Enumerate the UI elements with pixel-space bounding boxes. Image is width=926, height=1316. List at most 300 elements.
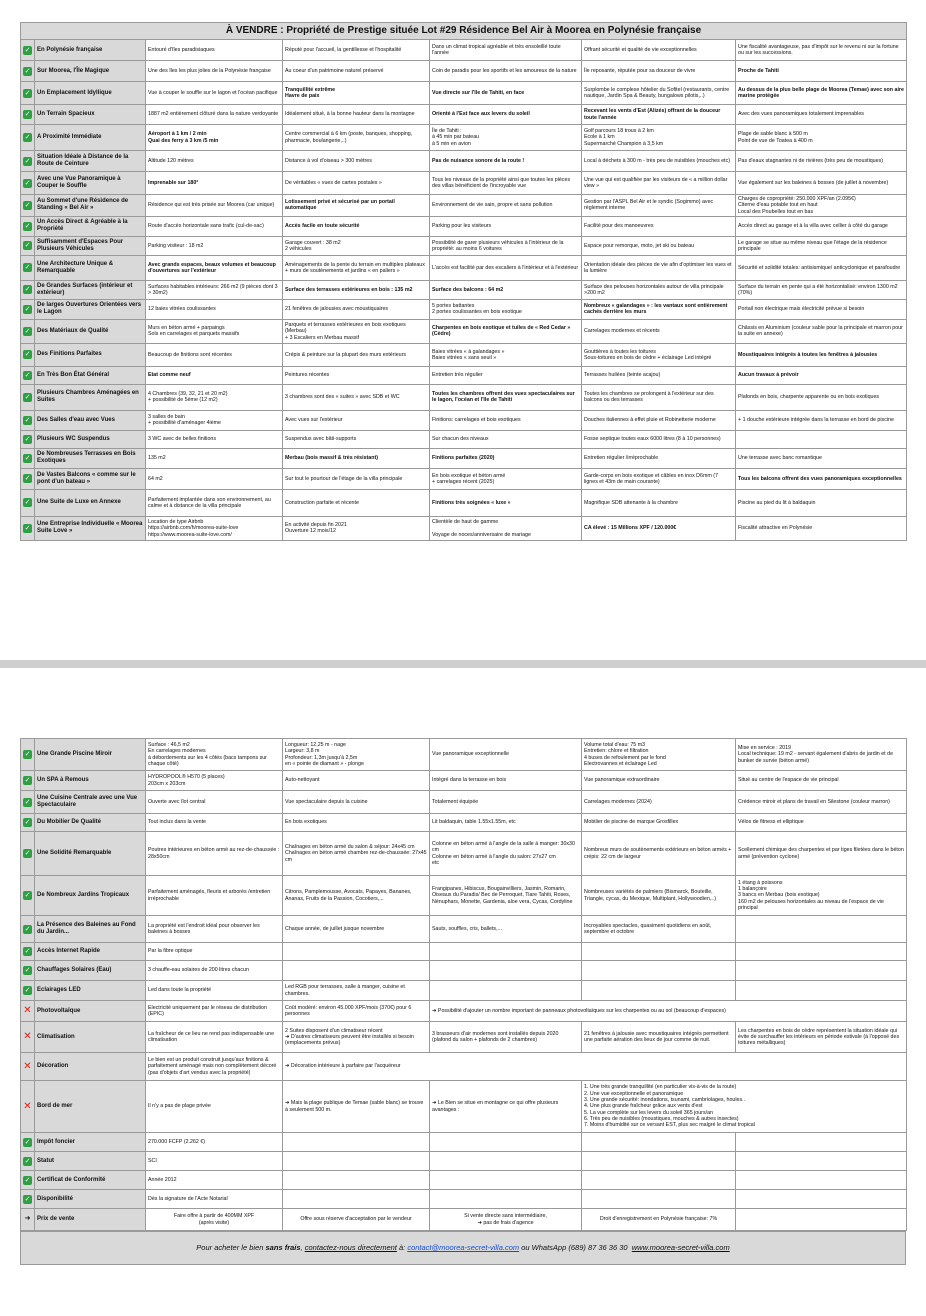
row-cell: 135 m2 — [146, 448, 283, 468]
row-cell: Au coeur d'un patrimoine naturel préservé — [283, 61, 430, 82]
status-cell — [21, 489, 35, 516]
table-row — [21, 1053, 907, 1081]
row-cell: 270.000 FCFP (2.262 €) — [146, 1133, 283, 1152]
check-icon: ✓ — [24, 416, 31, 424]
row-cell: Surfaces habitables intérieurs: 266 m2 (9 pièces dont 3 > 30m2) — [146, 280, 283, 299]
status-cell — [21, 1081, 35, 1133]
row-cell: Lit baldaquin, table 1.55x1.55m, etc — [430, 814, 582, 832]
status-cell — [21, 299, 35, 319]
table-row — [21, 1190, 907, 1209]
check-icon: ✓ — [24, 351, 31, 359]
row-cell: Fiscalité attractive en Polynésie — [736, 516, 907, 540]
row-cell: Chaînages en béton armé du salon & séjour: 24x45 cm Chaînages en béton armé chambre rez-de-chaussée: 27x45 cm — [283, 832, 430, 876]
row-cell — [283, 1190, 430, 1209]
row-cell: Route d'accès horizontale sans trafic (cul-de-sac) — [146, 216, 283, 236]
row-cell: Golf parcours 18 trous à 2 km Ecole à 1 km Supermarché Champion à 3,5 km — [582, 125, 736, 151]
row-cell: Carrelages modernes et récents — [582, 319, 736, 343]
row-label: Prix de vente — [35, 1209, 146, 1231]
row-cell: Aménagements de la pente du terrain en multiples plateaux + murs de soutènements et jardins « en paliers » — [283, 255, 430, 280]
row-cell: Portail non électrique mais électricité prévue si besoin — [736, 299, 907, 319]
row-cell: Une des îles les plus jolies de la Polynésie française — [146, 61, 283, 82]
table-row — [21, 771, 907, 791]
table-row — [21, 516, 907, 540]
row-cell: Gouttières à toutes les toitures Sous-toitures en bois de cèdre + éclairage Led intégré — [582, 343, 736, 366]
check-icon: ✓ — [24, 475, 31, 483]
status-cell — [21, 916, 35, 943]
table-row — [21, 1171, 907, 1190]
row-cell: 3 chauffe-eau solaires de 200 litres chacun — [146, 961, 283, 981]
row-cell — [736, 916, 907, 943]
row-cell: Une terrasse avec banc romantique — [736, 448, 907, 468]
table-row — [21, 489, 907, 516]
row-cell: Parfaitement implantée dans son environnement, au calme et à distance de la villa principale — [146, 489, 283, 516]
table-row — [21, 814, 907, 832]
row-cell: Led dans toute la propriété — [146, 981, 283, 1001]
row-cell: SCI — [146, 1152, 283, 1171]
row-cell: Surface du terrain en pente qui a été horizontalisé: environ 1300 m2 (70%) — [736, 280, 907, 299]
row-cell — [430, 943, 582, 961]
whatsapp-text: ou WhatsApp (689) 87 36 36 30 — [521, 1242, 628, 1252]
row-cell: 64 m2 — [146, 468, 283, 489]
check-icon: ✓ — [24, 393, 31, 401]
row-cell: Offre sous réserve d'acceptation par le vendeur — [283, 1209, 430, 1231]
status-cell — [21, 82, 35, 105]
table-row — [21, 151, 907, 172]
row-label: Disponibilité — [35, 1190, 146, 1209]
row-cell: Une fiscalité avantageuse, pas d'impôt sur le revenu ni sur la fortune ou sur les successions. — [736, 40, 907, 61]
row-cell: Finitions très soignées « luxe » — [430, 489, 582, 516]
row-cell: Frangipanes, Hibiscus, Bougainvilliers, Jasmin, Romarin, Oiseaux du Paradis/ Bec de Perroquet, Tiare Tahiti, Roses, Nénuphars, Monette, Gardenia, aloe vera, Cycas, Cordyline — [430, 876, 582, 916]
row-cell: Sur tout le pourtour de l'étage de la villa principale — [283, 468, 430, 489]
row-cell: Sécurité et solidité totales: antisismique/ anticyclonique et parafoudre — [736, 255, 907, 280]
row-cell: Imprenable sur 180° — [146, 172, 283, 195]
row-cell: Vélos de fitness et elliptique — [736, 814, 907, 832]
check-icon: ✓ — [24, 1138, 31, 1146]
row-cell: Vue directe sur l'île de Tahiti, en face — [430, 82, 582, 105]
row-cell: Année 2012 — [146, 1171, 283, 1190]
row-cell: Le garage se situe au même niveau que l'étage de la résidence principale — [736, 236, 907, 255]
row-label: Des Finitions Parfaites — [35, 343, 146, 366]
row-cell: Coin de paradis pour les sportifs et les amoureux de la nature — [430, 61, 582, 82]
status-cell — [21, 216, 35, 236]
row-cell: Crépis & peinture sur la plupart des murs extérieurs — [283, 343, 430, 366]
check-icon: ✓ — [24, 286, 31, 294]
row-cell — [736, 1209, 907, 1231]
row-cell: Gestion par l'ASPL Bel Air et le syndic (Sogimmo) avec règlement interne — [582, 195, 736, 217]
row-cell: HYDROPOOL® H570 (5 places) 203cm x 203cm — [146, 771, 283, 791]
table-row — [21, 105, 907, 125]
row-cell: Le bien est un produit construit jusqu'aux finitions & parfaitement aménagé mais non complètement décoré (pas d'objets d'art vendus avec la propriété) — [146, 1053, 283, 1081]
row-cell: Murs en béton armé + parpaings Sols en carrelages et parquets massifs — [146, 319, 283, 343]
page-separator — [0, 660, 926, 668]
status-cell — [21, 1022, 35, 1053]
row-cell: Vue à couper le souffle sur le lagon et l'océan pacifique — [146, 82, 283, 105]
row-cell: Il n'y a pas de plage privée — [146, 1081, 283, 1133]
row-cell: Dès la signature de l'Acte Notarial — [146, 1190, 283, 1209]
row-cell — [430, 1133, 582, 1152]
row-label: Impôt foncier — [35, 1133, 146, 1152]
row-cell — [736, 943, 907, 961]
row-label: Eclairages LED — [35, 981, 146, 1001]
check-icon: ✓ — [24, 798, 31, 806]
row-label: Une Grande Piscine Miroir — [35, 739, 146, 771]
row-cell: Facilité pour des manoeuvres — [582, 216, 736, 236]
row-cell: Garde-corps en bois exotique et câbles en inox D6mm (7 lignes et 43m de main courante) — [582, 468, 736, 489]
cross-icon: ✕ — [23, 1100, 32, 1112]
table-row — [21, 82, 907, 105]
table-row — [21, 943, 907, 961]
row-cell: En activité depuis fin 2021 Ouverture 12 mois/12 — [283, 516, 430, 540]
status-cell — [21, 791, 35, 814]
status-cell — [21, 814, 35, 832]
row-label: Décoration — [35, 1053, 146, 1081]
row-cell: Proche de Tahiti — [736, 61, 907, 82]
row-cell: Accès facile en toute sécurité — [283, 216, 430, 236]
check-icon: ✓ — [24, 264, 31, 272]
row-cell: 2 Suites disposent d'un climatiseur récent ➜ D'autres climatiseurs peuvent être installés si besoin (emplacements prévus) — [283, 1022, 430, 1053]
row-cell: Finitions parfaites (2020) — [430, 448, 582, 468]
row-cell: Merbau (bois massif & très résistant) — [283, 448, 430, 468]
row-cell: Totalement équipée — [430, 791, 582, 814]
row-cell: Ouverte avec îlot central — [146, 791, 283, 814]
row-cell: Suspendus avec bâti-supports — [283, 430, 430, 448]
check-icon: ✓ — [24, 1157, 31, 1165]
status-cell — [21, 1152, 35, 1171]
row-cell: Possibilité de garer plusieurs véhicules à l'intérieur de la propriété: au moins 6 voitures — [430, 236, 582, 255]
features-table-2 — [20, 738, 907, 1231]
row-cell: 4 Chambres (39, 32, 21 et 20 m2) + possibilité de 5ème (12 m2) — [146, 384, 283, 410]
row-cell: Au dessus de la plus belle plage de Moorea (Temae) avec son aire marine protégée — [736, 82, 907, 105]
row-cell — [283, 1133, 430, 1152]
row-cell — [582, 1152, 736, 1171]
row-cell: Résidence qui est très prisée sur Moorea (car unique) — [146, 195, 283, 217]
row-label: De Grandes Surfaces (intérieur et extérieur) — [35, 280, 146, 299]
row-cell: 12 baies vitrées coulissantes — [146, 299, 283, 319]
row-cell: Nombreuses variétés de palmiers (Bismarck, Bouteille, Triangle, cycas, du Mexique, Multiplant, Hollywoodien,..) — [582, 876, 736, 916]
row-cell: 5 portes battantes 2 portes coulissantes en bois exotique — [430, 299, 582, 319]
row-cell: Les charpentes en bois de cèdre représentent la situation idéale qui évite de surchauffer les intérieurs en période estivale (à l'opposé des toitures métalliques) — [736, 1022, 907, 1053]
row-label: Des Salles d'eau avec Vues — [35, 410, 146, 430]
page-title: À VENDRE : Propriété de Prestige située Lot #29 Résidence Bel Air à Moorea en Polynésie française — [21, 23, 907, 40]
row-cell: Vue panoramique extraordinaire — [582, 771, 736, 791]
row-cell: Mobilier de piscine de marque Grosfillex — [582, 814, 736, 832]
row-cell: Distance à vol d'oiseau > 300 mètres — [283, 151, 430, 172]
footer-colon: à: — [398, 1242, 406, 1252]
row-label: A Proximité Immédiate — [35, 125, 146, 151]
check-icon: ✓ — [24, 454, 31, 462]
table-row — [21, 61, 907, 82]
status-cell — [21, 1171, 35, 1190]
row-cell: 21 fenêtres à jalousie avec moustiquaires intégrés permettent une parfaite aération des lieux de jour comme de nuit. — [582, 1022, 736, 1053]
row-cell: 3 chambres sont des « suites » avec SDB et WC — [283, 384, 430, 410]
status-cell — [21, 943, 35, 961]
status-cell — [21, 739, 35, 771]
row-cell — [736, 961, 907, 981]
row-label: Une Entreprise Individuelle « Moorea Suite Love » — [35, 516, 146, 540]
row-cell: Coût modéré: environ 45.000 XPF/mois (370€) pour 6 personnes — [283, 1001, 430, 1022]
row-cell: Châssis en Aluminium (couleur sable pour la principale et marron pour la suite en annexe) — [736, 319, 907, 343]
row-cell: 21 fenêtres de jalousies avec moustiquaires — [283, 299, 430, 319]
row-cell — [736, 981, 907, 1001]
row-cell: 3 salles de bain + possibilité d'aménager 4ième — [146, 410, 283, 430]
row-cell: Par la fibre optique — [146, 943, 283, 961]
row-label: De Nombreux Jardins Tropicaux — [35, 876, 146, 916]
row-cell: Douches italiennes à effet pluie et Robinetterie moderne — [582, 410, 736, 430]
row-label: Climatisation — [35, 1022, 146, 1053]
status-cell — [21, 195, 35, 217]
check-icon: ✓ — [24, 46, 31, 54]
features-table-1 — [20, 22, 907, 541]
row-cell: Entretien régulier /irréprochable — [582, 448, 736, 468]
cross-icon: ✕ — [23, 1060, 32, 1072]
row-label: Avec une Vue Panoramique à Couper le Souffle — [35, 172, 146, 195]
row-cell: Espace pour remorque, moto, jet ski ou bateau — [582, 236, 736, 255]
row-cell: Faire offre à partir de 400MM XPF (après visite) — [146, 1209, 283, 1231]
status-cell — [21, 172, 35, 195]
table-row — [21, 430, 907, 448]
row-cell: Auto-nettoyant — [283, 771, 430, 791]
row-cell: 1. Une très grande tranquillité (en particulier vis-à-vis de la route) 2. Une vue exceptionnelle et panoramique 3. Une grande sécurité: inondations, tsunami, cambriolages, houles.. 4. Une plus grande fraîcheur grâce aux vents d'est 5. La vue complète sur les levers du soleil 365 jours/an 6. Très peu de nuisibles (moustiques, mouches & autres insectes) 7. Moins d'humidité sur ce versant EST, plus sec malgré le climat tropical — [582, 1081, 907, 1133]
check-icon: ✓ — [24, 242, 31, 250]
status-cell — [21, 366, 35, 384]
row-cell: Réputé pour l'accueil, la gentillesse et l'hospitalité — [283, 40, 430, 61]
table-row — [21, 125, 907, 151]
row-cell: Surface : 46,5 m2 En carrelages modernes à débordements sur les 4 côtés (bacs tampons sur chaque côté) — [146, 739, 283, 771]
status-cell — [21, 981, 35, 1001]
row-cell: Orienté à l'Est face aux levers du soleil — [430, 105, 582, 125]
table-row — [21, 832, 907, 876]
row-cell — [283, 1152, 430, 1171]
row-cell: Parking visiteur : 18 m2 — [146, 236, 283, 255]
row-cell — [430, 981, 582, 1001]
row-cell: En bois exotiques — [283, 814, 430, 832]
row-label: Certificat de Conformité — [35, 1171, 146, 1190]
row-cell: Situé au centre de l'espace de vie principal — [736, 771, 907, 791]
status-cell — [21, 343, 35, 366]
row-cell: Poutres intérieures en béton armé au rez-de-chaussée : 28x50cm — [146, 832, 283, 876]
row-cell — [430, 1190, 582, 1209]
row-cell: 1887 m2 entièrement clôturé dans la nature verdoyante — [146, 105, 283, 125]
row-cell: Une vue qui est qualifiée par les visiteurs de « a million dollar view » — [582, 172, 736, 195]
row-cell: Mise en service : 2019 Local technique: 19 m2 - servant également d'abris de jardin et de bunker de survie (béton armé) — [736, 739, 907, 771]
row-cell: Scellement chimique des charpentes et par tiges filetées dans le béton armé (prévention cyclone) — [736, 832, 907, 876]
check-icon: ✓ — [24, 134, 31, 141]
row-cell: Led RGB pour terrasses, salle à manger, cuisine et chambres. — [283, 981, 430, 1001]
row-cell: Nombreux « galandages » : les vantaux sont entièrement cachés derrière les murs — [582, 299, 736, 319]
row-cell: Moustiquaires intégrés à toutes les fenêtres à jalousies — [736, 343, 907, 366]
row-cell: Centre commercial à 6 km (poste, banques, shopping, pharmacie, boulangerie,..) — [283, 125, 430, 151]
row-label: Photovoltaïque — [35, 1001, 146, 1022]
row-label: Une Solidité Remarquable — [35, 832, 146, 876]
row-cell: Île reposante, réputée pour sa douceur de vivre — [582, 61, 736, 82]
row-label: La Présence des Baleines au Fond du Jardin... — [35, 916, 146, 943]
row-cell: ➜ Mais la plage publique de Temae (sable blanc) se trouve à seulement 500 m. — [283, 1081, 430, 1133]
check-icon: ✓ — [24, 1176, 31, 1184]
row-label: En Très Bon État Général — [35, 366, 146, 384]
row-cell: Si vente directe sans intermédiaire, ➜ pas de frais d'agence — [430, 1209, 582, 1231]
check-icon: ✓ — [24, 751, 31, 758]
row-label: Accès Internet Rapide — [35, 943, 146, 961]
row-label: De Vastes Balcons « comme sur le pont d'un bateau » — [35, 468, 146, 489]
check-icon: ✓ — [24, 777, 31, 784]
website-link[interactable]: www.moorea-secret-villa.com — [631, 1242, 730, 1252]
table-row — [21, 1022, 907, 1053]
check-icon: ✓ — [24, 967, 31, 974]
row-cell: Construction parfaite et récente — [283, 489, 430, 516]
row-cell: Lotissement privé et sécurisé par un portail automatique — [283, 195, 430, 217]
row-cell: Tout inclus dans la vente — [146, 814, 283, 832]
status-cell — [21, 1190, 35, 1209]
footer-comma: , — [300, 1242, 303, 1252]
check-icon: ✓ — [24, 371, 31, 379]
row-label: Au Sommet d'une Résidence de Standing « Bel Air » — [35, 195, 146, 217]
status-cell — [21, 832, 35, 876]
status-cell — [21, 876, 35, 916]
row-cell: Toutes les chambres offrent des vues spectaculaires sur le lagon, l'océan et l'île de Tahiti — [430, 384, 582, 410]
status-cell — [21, 771, 35, 791]
row-cell: Garage couvert : 38 m2 2 véhicules — [283, 236, 430, 255]
table-row — [21, 876, 907, 916]
row-cell: Charpentes en bois exotique et tuiles de « Red Cedar » (Cèdre) — [430, 319, 582, 343]
row-cell — [582, 981, 736, 1001]
status-cell — [21, 1209, 35, 1231]
row-cell: Île de Tahiti : à 45 min par bateau à 5 min en avion — [430, 125, 582, 151]
row-label: Sur Moorea, l'Île Magique — [35, 61, 146, 82]
row-label: Un Accès Direct & Agréable à la Propriété — [35, 216, 146, 236]
status-cell — [21, 1053, 35, 1081]
check-icon: ✓ — [24, 850, 31, 857]
row-label: Plusieurs WC Suspendus — [35, 430, 146, 448]
row-cell: En bois exotique et béton armé + carrelages récent (2025) — [430, 468, 582, 489]
row-cell: Droit d'enregistrement en Polynésie française: 7% — [582, 1209, 736, 1231]
row-cell: Surface des balcons : 64 m2 — [430, 280, 582, 299]
row-cell: Electricité uniquement par le réseau de distribution (EPIC) — [146, 1001, 283, 1022]
row-cell: Beaucoup de finitions sont récentes — [146, 343, 283, 366]
row-label: De Nombreuses Terrasses en Bois Exotiques — [35, 448, 146, 468]
row-label: Un Terrain Spacieux — [35, 105, 146, 125]
row-cell: Vue panoramique exceptionnelle — [430, 739, 582, 771]
row-cell — [283, 1171, 430, 1190]
table-row — [21, 448, 907, 468]
check-icon: ✓ — [24, 1195, 31, 1203]
row-cell: Plage de sable blanc à 500 m Point de vue de Toatea à 400 m — [736, 125, 907, 151]
check-icon: ✓ — [24, 89, 31, 97]
row-cell: Fosse septique toutes eaux 6000 litres (8 à 10 personnes) — [582, 430, 736, 448]
row-cell: Accès direct au garage et à la villa avec cellier à côté du garage — [736, 216, 907, 236]
table-row — [21, 299, 907, 319]
row-cell: Vue également sur les baleines à bosses (de juillet à novembre) — [736, 172, 907, 195]
row-cell: CA élevé : 15 Millions XPF / 120.000€ — [582, 516, 736, 540]
table-row — [21, 216, 907, 236]
row-cell: Charges de copropriété: 250.000 XPF/an (2.095€) Citerne d'eau potable tout en haut Local des Poubelles tout en bas — [736, 195, 907, 217]
row-label: Bord de mer — [35, 1081, 146, 1133]
row-cell: Tranquillité extrême Havre de paix — [283, 82, 430, 105]
arrow-icon: ➜ — [24, 1215, 31, 1223]
row-cell — [582, 1133, 736, 1152]
status-cell — [21, 1001, 35, 1022]
contact-footer — [21, 1232, 906, 1265]
row-cell: + 1 douche extérieure intégrée dans la terrasse en bord de piscine — [736, 410, 907, 430]
row-cell: Tous les niveaux de la propriété ainsi que toutes les pièces des villas bénéficient de l'incroyable vue — [430, 172, 582, 195]
status-cell — [21, 516, 35, 540]
row-cell: Parquets et terrasses extérieures en bois exotiques (Merbau) + 3 Escaliers en Merbau massif — [283, 319, 430, 343]
footer-no-fees: sans frais — [265, 1242, 301, 1252]
row-cell — [430, 1171, 582, 1190]
row-cell: Parfaitement aménagés, fleuris et arborés /entretien irréprochable — [146, 876, 283, 916]
footer-table — [20, 1231, 906, 1265]
row-cell: Tous les balcons offrent des vues panoramiques exceptionnelles — [736, 468, 907, 489]
page-2 — [20, 738, 906, 1265]
row-cell — [736, 430, 907, 448]
status-cell — [21, 384, 35, 410]
row-cell — [283, 961, 430, 981]
row-cell: Pas de nuisance sonore de la route ! — [430, 151, 582, 172]
check-icon: ✓ — [24, 111, 31, 118]
check-icon: ✓ — [24, 819, 31, 826]
status-cell — [21, 430, 35, 448]
row-cell: ➜ Décoration intérieure à parfaire par l'acquéreur — [283, 1053, 907, 1081]
row-cell: Recevant les vents d'Est (Alizés) offrant de la douceur toute l'année — [582, 105, 736, 125]
status-cell — [21, 105, 35, 125]
check-icon: ✓ — [24, 524, 31, 532]
table-row — [21, 280, 907, 299]
row-cell: Pas d'eaux stagnantes ni de rivières (très peu de moustiques) — [736, 151, 907, 172]
table-row — [21, 410, 907, 430]
row-label: Une Cuisine Centrale avec une Vue Spectaculaire — [35, 791, 146, 814]
row-cell: Idéalement situé, à la bonne hauteur dans la montagne — [283, 105, 430, 125]
row-cell — [430, 1152, 582, 1171]
check-icon: ✓ — [24, 327, 31, 335]
row-cell: Environnement de vie sain, propre et sans pollution — [430, 195, 582, 217]
row-cell: Finitions: carrelages et bois exotiques — [430, 410, 582, 430]
status-cell — [21, 40, 35, 61]
check-icon: ✓ — [24, 948, 31, 955]
check-icon: ✓ — [24, 67, 31, 75]
row-cell: De véritables « vues de cartes postales » — [283, 172, 430, 195]
row-cell — [736, 1152, 907, 1171]
row-cell: L'accès est facilité par des escaliers à l'intérieur et à l'extérieur — [430, 255, 582, 280]
row-cell: Entouré d'îles paradisiaques — [146, 40, 283, 61]
check-icon: ✓ — [24, 499, 31, 507]
table-row — [21, 468, 907, 489]
email-link[interactable]: contact@moorea-secret-villa.com — [407, 1242, 520, 1252]
row-cell: Surface des terrasses extérieures en bois : 135 m2 — [283, 280, 430, 299]
row-cell: Surplombe le complexe hôtelier du Sofitel (restaurants, centre nautique, Jardin Spa & Beauty, bungalows pilotis,..) — [582, 82, 736, 105]
row-cell: Longueur: 12,25 m - nage Largeur: 3,8 m Profondeur: 1,3m jusqu'à 2,5m en « pointe de diamant » - plonge — [283, 739, 430, 771]
check-icon: ✓ — [24, 222, 31, 230]
row-label: Une Suite de Luxe en Annexe — [35, 489, 146, 516]
table-row — [21, 981, 907, 1001]
row-cell: Piscine au pied du lit à baldaquin — [736, 489, 907, 516]
row-cell: Local à déchets à 300 m - très peu de nuisibles (mouches etc) — [582, 151, 736, 172]
row-cell — [582, 1171, 736, 1190]
status-cell — [21, 280, 35, 299]
status-cell — [21, 151, 35, 172]
row-cell: Volume total d'eau: 75 m3 Entretien: chlore et filtration 4 buses de refoulement par le fond Electrovannes et éclairage Led — [582, 739, 736, 771]
row-cell: Avec grands espaces, beaux volumes et beaucoup d'ouvertures sur l'extérieur — [146, 255, 283, 280]
row-cell: ➜ Possibilité d'ajouter un nombre important de panneaux photovoltaïques sur les charpentes ou au sol (beaucoup d'espaces) — [430, 1001, 907, 1022]
table-row — [21, 916, 907, 943]
page-1 — [20, 22, 906, 541]
row-label: De larges Ouvertures Orientées vers le Lagon — [35, 299, 146, 319]
row-cell: Citrons, Pamplemousse, Avocats, Papayes, Bananes, Ananas, Fruits de la Passion, Cocotiers,... — [283, 876, 430, 916]
row-cell: Magnifique SDB attenante à la chambre — [582, 489, 736, 516]
row-label: Chauffages Solaires (Eau) — [35, 961, 146, 981]
table-row — [21, 739, 907, 771]
status-cell — [21, 255, 35, 280]
row-cell: Baies vitrées « à galandages » Baies vitrées « sans seuil » — [430, 343, 582, 366]
row-cell: Toutes les chambres se prolongent à l'extérieur sur des balcons ou des terrasses — [582, 384, 736, 410]
